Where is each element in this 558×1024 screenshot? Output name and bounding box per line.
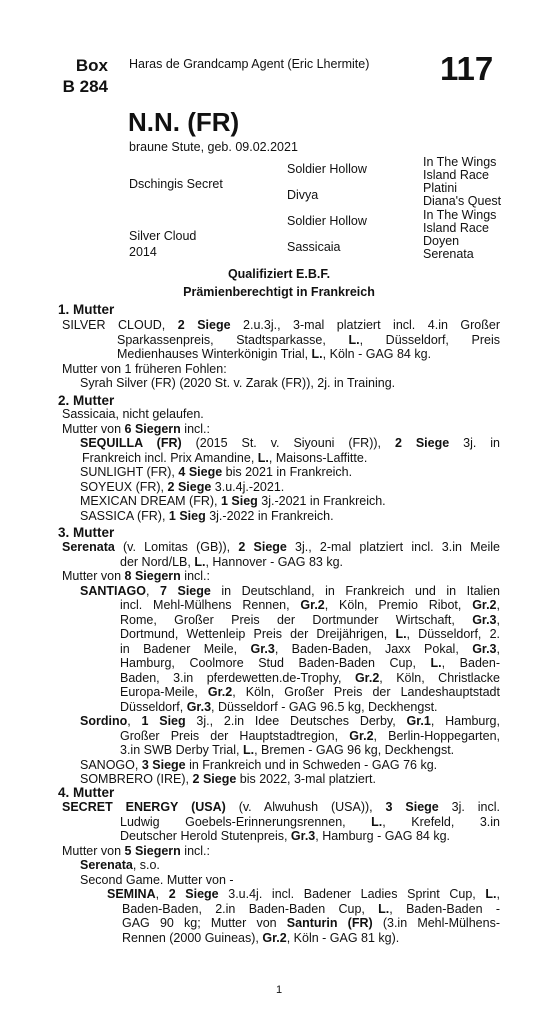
dam4-record: SECRET ENERGY (USA) (v. Alwuhush (USA)), 3 Siege 3j. incl. Ludwig Goebels-Erinnerungsrennen, L., Krefeld, 3.in Deutscher Herold Stutenpreis, Gr.3, Hamburg - GAG 84 kg. Mutter von 5 Siegern incl.: Serenata, s.o. Second Game. Mutter von - SEMINA, 2 Siege 3.u.4j. incl. Badener Ladies Sprint Cup, L., Baden-Baden, 2.in Baden-Baden Cup, L., Baden-Baden - GAG 90 kg; Mutter von Santurin (FR) (3.in Mehl-Mülhens- Rennen (2000 Guineas), Gr.2, Köln - GAG 81 kg). [62,800,500,945]
pedigree-g3-3: Platini [423,181,458,195]
box-label: Box [75,56,108,75]
pedigree-g3-2: Island Race [423,168,490,182]
pedigree-dam-year: 2014 [129,245,157,259]
qualification-france: Prämienberechtigt in Frankreich [183,285,375,299]
pedigree-g2-1: Soldier Hollow [287,162,367,176]
box-number: B 284 [62,77,108,96]
section-heading-1: 1. Mutter [58,302,115,317]
box-info [56,55,108,97]
section-heading-3: 3. Mutter [58,525,115,540]
pedigree-sire: Dschingis Secret [129,177,223,191]
dam1-record: SILVER CLOUD, 2 Siege 2.u.3j., 3-mal platziert incl. 4.in Großer Sparkassenpreis, Stadtsparkasse, L., Düsseldorf, Preis Medienhauses Winterkönigin Trial, L., Köln - GAG 84 kg. Mutter von 1 früheren Fohlen: Syrah Silver (FR) (2020 St. v. Zarak (FR)), 2j. in Training. [62,318,501,390]
pedigree-g3-1: In The Wings [423,155,497,169]
section-heading-4: 4. Mutter [58,785,115,800]
dam2-record: Sassicaia, nicht gelaufen. Mutter von 6 Siegern incl.: SEQUILLA (FR) (2015 St. v. Siyouni (FR)), 2 Siege 3j. in Frankreich incl. Prix Amandine, L., Maisons-Laffitte. SUNLIGHT (FR), 4 Siege bis 2021 in Frankreich. SOYEUX (FR), 2 Siege 3.u.4j.-2021. MEXICAN DREAM (FR), 1 Sieg 3j.-2021 in Frankreich. SASSICA (FR), 1 Sieg 3j.-2022 in Frankreich. [62,407,500,523]
pedigree-g3-4: Diana's Quest [423,194,502,208]
lot-number: 117 [440,50,494,87]
dam3-record: Serenata (v. Lomitas (GB)), 2 Siege 3j., 2-mal platziert incl. 3.in Meile der Nord/LB, L., Hannover - GAG 83 kg. Mutter von 8 Siegern incl.: SANTIAGO, 7 Siege in Deutschland, in Frankreich und in Italien incl. Mehl-Mülhens Rennen, Gr.2, Köln, Premio Ribot, Gr.2, Rome, Großer Preis der Dortmunder Wirtschaft, Gr.3, Dortmund, Wettenleip Preis der Dreijährigen, L., Düsseldorf, 2. in Badener Meile, Gr.3, Baden-Baden, Jaxx Pokal, Gr.3, Hamburg, Coolmore Stud Baden-Baden Cup, L., Baden- Baden, 3.in pferdewetten.de-Trophy, Gr.2, Köln, Christlacke Europa-Meile, Gr.2, Köln, Großer Preis der Landeshauptstadt Düsseldorf, Gr.3, Düsseldorf - GAG 96.5 kg, Deckhengst. Sordino, 1 Sieg 3j., 2.in Idee Deutsches Derby, Gr.1, Hamburg, Großer Preis der Hauptstadtregion, Gr.2, Berlin-Hoppegarten, 3.in SWB Derby Trial, L., Bremen - GAG 96 kg, Deckhengst. SANOGO, 3 Siege in Frankreich und in Schweden - GAG 76 kg. SOMBRERO (IRE), 2 Siege bis 2022, 3-mal platziert. [62,540,500,786]
seller: Haras de Grandcamp Agent (Eric Lhermite) [129,57,370,71]
pedigree-g2-3: Soldier Hollow [287,214,367,228]
pedigree-g3-8: Serenata [423,247,474,261]
page-number: 1 [275,984,283,996]
pedigree-g2-4: Sassicaia [287,240,341,254]
pedigree-g3-7: Doyen [423,234,460,248]
qualification-ebf: Qualifiziert E.B.F. [227,267,331,281]
horse-name: N.N. (FR) [128,107,240,137]
pedigree-g2-2: Divya [287,188,319,202]
pedigree-g3-6: Island Race [423,221,490,235]
pedigree-g3-5: In The Wings [423,208,497,222]
horse-description: braune Stute, geb. 09.02.2021 [129,140,298,154]
pedigree-dam: Silver Cloud [129,229,197,243]
section-heading-2: 2. Mutter [58,393,115,408]
